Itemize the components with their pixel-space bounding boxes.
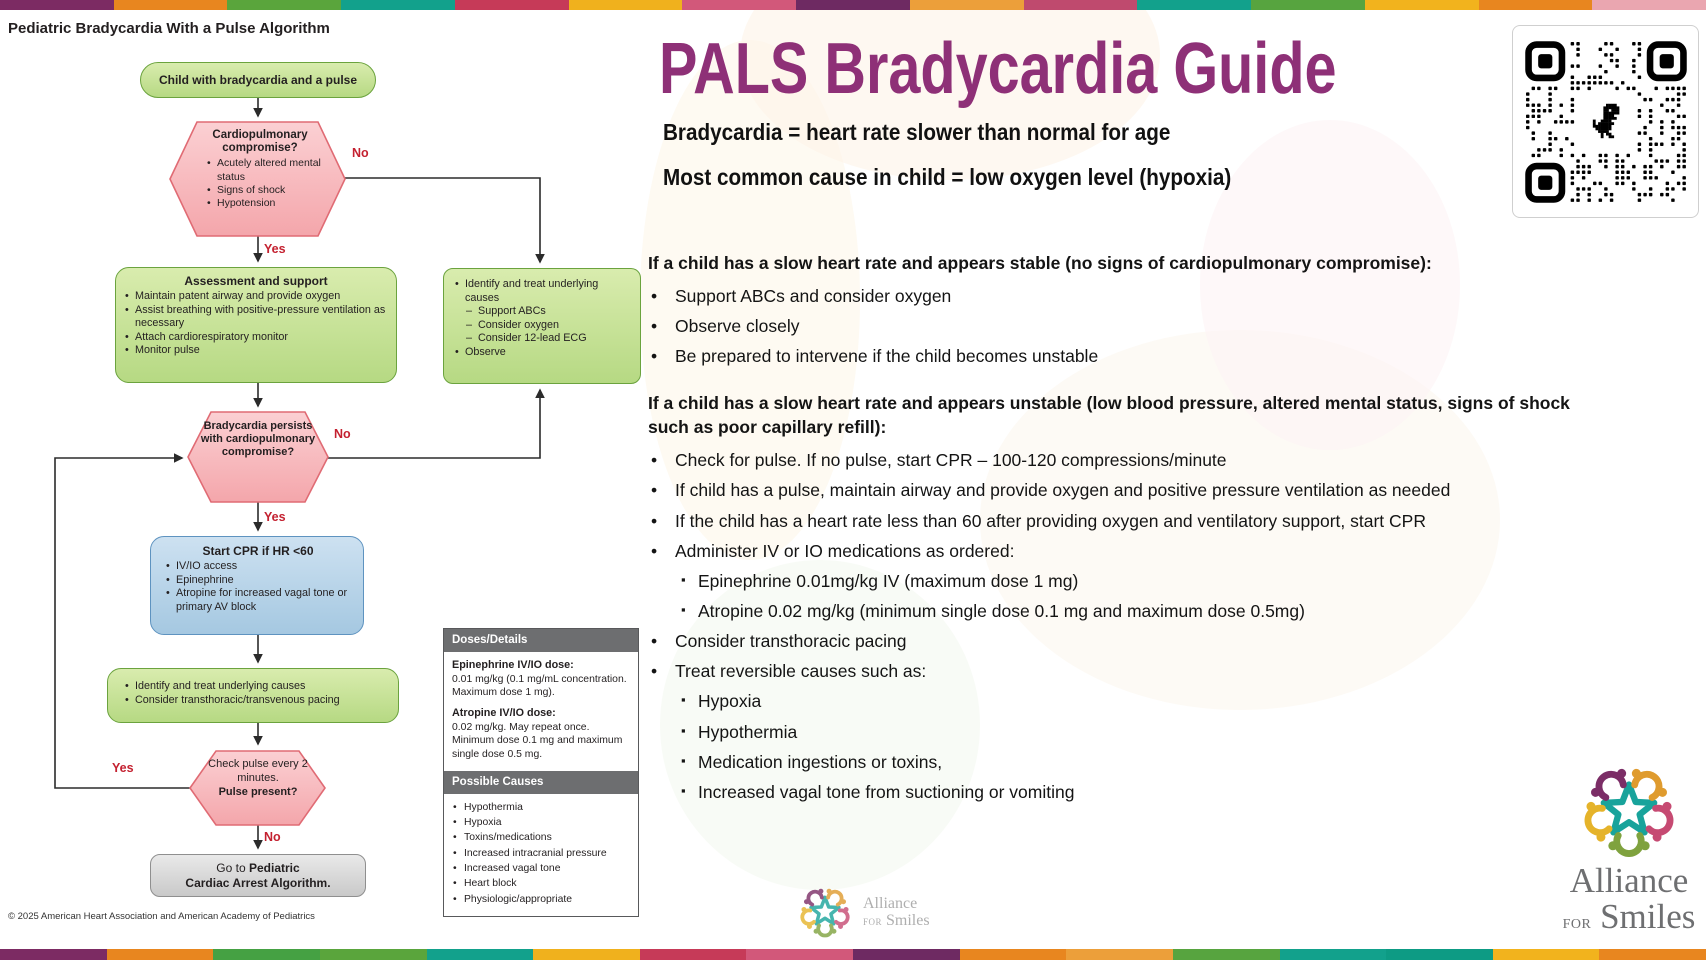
cause-item: • Heart block <box>452 877 630 890</box>
atropine-dose-text: 0.02 mg/kg. May repeat once. Minimum dose 0.1 mg and maximum single dose 0.5 mg. <box>452 721 623 760</box>
sub-bullet-item: ▪ Increased vagal tone from suctioning or vomiting <box>648 780 1528 804</box>
cardiac-arrest-box <box>150 854 366 897</box>
compromise-bullet: • Acutely altered mental status <box>206 157 334 183</box>
cpr-bullet: • Epinephrine <box>165 574 355 588</box>
bullet-item: • Check for pulse. If no pulse, start CPR – 100-120 compressions/minute <box>648 448 1505 472</box>
pulse-present-line: Pulse present? <box>218 785 298 798</box>
page-title: PALS Bradycardia Guide <box>659 29 1337 109</box>
alliance-for-smiles-logo <box>1548 764 1706 934</box>
sub-bullet-item: ▪ Hypothermia <box>648 720 1528 744</box>
atropine-dose-title: Atropine IV/IO dose: <box>452 707 556 720</box>
subtitle-cause: Most common cause in child = low oxygen level (hypoxia) <box>663 164 1232 190</box>
bullet-item: • Consider transthoracic pacing <box>648 629 1505 653</box>
cause-item: • Increased intracranial pressure <box>452 847 630 860</box>
copyright-text: © 2025 American Heart Association and American Academy of Pediatrics <box>8 911 315 922</box>
start-box-text: Child with bradycardia and a pulse <box>158 73 358 87</box>
assessment-bullet: • Maintain patent airway and provide oxygen <box>124 290 388 304</box>
sub-bullet-item: ▪ Medication ingestions or toxins, <box>648 750 1528 774</box>
subtitle-definition: Bradycardia = heart rate slower than normal for age <box>663 119 1171 145</box>
arrest-prefix: Go to <box>216 860 246 875</box>
logo-alliance-text: Alliance <box>1569 861 1689 900</box>
sub-bullet-item: ▪ Hypoxia <box>648 689 1528 713</box>
qr-finder-bottom-left <box>1529 166 1562 199</box>
identify-subitem: – Consider 12-lead ECG <box>454 332 634 346</box>
bullet-item: • Be prepared to intervene if the child becomes unstable <box>648 344 1505 368</box>
qr-pattern <box>1525 41 1687 203</box>
dino-icon <box>1593 104 1620 138</box>
persists-hexagon-text: Bradycardia persists with cardiopulmonary compromise? <box>200 420 316 459</box>
identify-bullet: • Identify and treat underlying causes <box>454 278 634 305</box>
stable-section <box>648 251 1658 375</box>
unstable-heading: If a child has a slow heart rate and appears unstable (low blood pressure, altered mental status, signs of shock such as poor capillary refill): <box>648 393 1570 438</box>
pulse-check-line: Check pulse every 2 minutes. <box>208 758 308 784</box>
yes-label: Yes <box>264 510 286 524</box>
identify-subitem: – Support ABCs <box>454 305 634 319</box>
identify-bullet: • Observe <box>454 346 634 360</box>
cause-item: • Toxins/medications <box>452 831 630 844</box>
doses-header: Doses/Details <box>444 629 638 652</box>
bullet-item: • If the child has a heart rate less than 60 after providing oxygen and ventilatory support, start CPR <box>648 509 1505 533</box>
identify-bottom-bullet: • Identify and treat underlying causes <box>124 680 390 694</box>
logo-for-text: FOR <box>1562 917 1592 932</box>
qr-finder-top-left <box>1529 45 1562 78</box>
stable-heading: If a child has a slow heart rate and appears stable (no signs of cardiopulmonary compromise): <box>648 253 1432 273</box>
assessment-bullet: • Monitor pulse <box>124 344 388 358</box>
qr-code <box>1512 25 1699 218</box>
identify-right-box <box>443 268 641 384</box>
yes-label: Yes <box>264 242 286 256</box>
cause-item: • Hypothermia <box>452 801 630 814</box>
sub-bullet-item: ▪ Atropine 0.02 mg/kg (minimum single dose 0.1 mg and maximum dose 0.5mg) <box>648 599 1528 623</box>
bullet-item: • If child has a pulse, maintain airway and provide oxygen and positive pressure ventilation as needed <box>648 478 1505 502</box>
cause-item: • Hypoxia <box>452 816 630 829</box>
bullet-item: • Administer IV or IO medications as ordered: <box>648 539 1505 563</box>
identify-subitem: – Consider oxygen <box>454 319 634 333</box>
logo-for-text: FOR <box>863 916 883 927</box>
cpr-bullet: • IV/IO access <box>165 560 355 574</box>
bottom-stripe-decoration <box>0 949 1706 960</box>
alliance-for-smiles-logo-small <box>795 886 930 938</box>
cause-item: • Increased vagal tone <box>452 862 630 875</box>
no-label: No <box>352 146 369 160</box>
arrest-bold: Pediatric <box>249 860 300 875</box>
cpr-bullet: • Atropine for increased vagal tone or primary AV block <box>165 587 355 614</box>
pulse-check-hexagon-text <box>198 758 318 799</box>
bullet-item: • Treat reversible causes such as: <box>648 659 1505 683</box>
alliance-emblem-icon <box>1575 764 1683 858</box>
epinephrine-dose-text: 0.01 mg/kg (0.1 mg/mL concentration. Maximum dose 1 mg). <box>452 673 627 698</box>
compromise-bullet: • Signs of shock <box>206 184 334 197</box>
logo-smiles-text: Smiles <box>886 911 930 929</box>
assessment-box <box>115 267 397 383</box>
start-box <box>140 62 376 98</box>
possible-causes-header: Possible Causes <box>444 771 638 794</box>
qr-finder-top-right <box>1650 45 1683 78</box>
cpr-box <box>150 536 364 635</box>
identify-bottom-box <box>107 668 399 723</box>
no-label: No <box>264 830 281 844</box>
logo-smiles-text: Smiles <box>1600 897 1696 936</box>
assessment-bullet: • Attach cardiorespiratory monitor <box>124 331 388 345</box>
bullet-item: • Support ABCs and consider oxygen <box>648 284 1505 308</box>
cpr-title: Start CPR if HR <60 <box>202 544 314 558</box>
assessment-bullet: • Assist breathing with positive-pressure ventilation as necessary <box>124 304 388 331</box>
cause-item: • Physiologic/appropriate <box>452 893 630 906</box>
yes-label: Yes <box>112 761 134 775</box>
compromise-bullet: • Hypotension <box>206 197 334 210</box>
logo-alliance-text: Alliance <box>863 894 918 912</box>
alliance-emblem-icon <box>795 886 855 938</box>
assessment-title: Assessment and support <box>184 274 328 288</box>
epinephrine-dose-title: Epinephrine IV/IO dose: <box>452 658 574 671</box>
algorithm-title: Pediatric Bradycardia With a Pulse Algorithm <box>8 20 330 37</box>
compromise-title: Cardiopulmonary compromise? <box>212 129 308 155</box>
top-stripe-decoration <box>0 0 1706 10</box>
identify-bottom-bullet: • Consider transthoracic/transvenous pacing <box>124 694 390 708</box>
sub-bullet-item: ▪ Epinephrine 0.01mg/kg IV (maximum dose 1 mg) <box>648 569 1528 593</box>
compromise-hexagon-text <box>186 129 334 210</box>
unstable-section <box>648 391 1658 810</box>
no-label: No <box>334 427 351 441</box>
arrest-bold: Cardiac Arrest Algorithm. <box>185 875 331 890</box>
bullet-item: • Observe closely <box>648 314 1505 338</box>
doses-details-panel <box>443 628 639 917</box>
